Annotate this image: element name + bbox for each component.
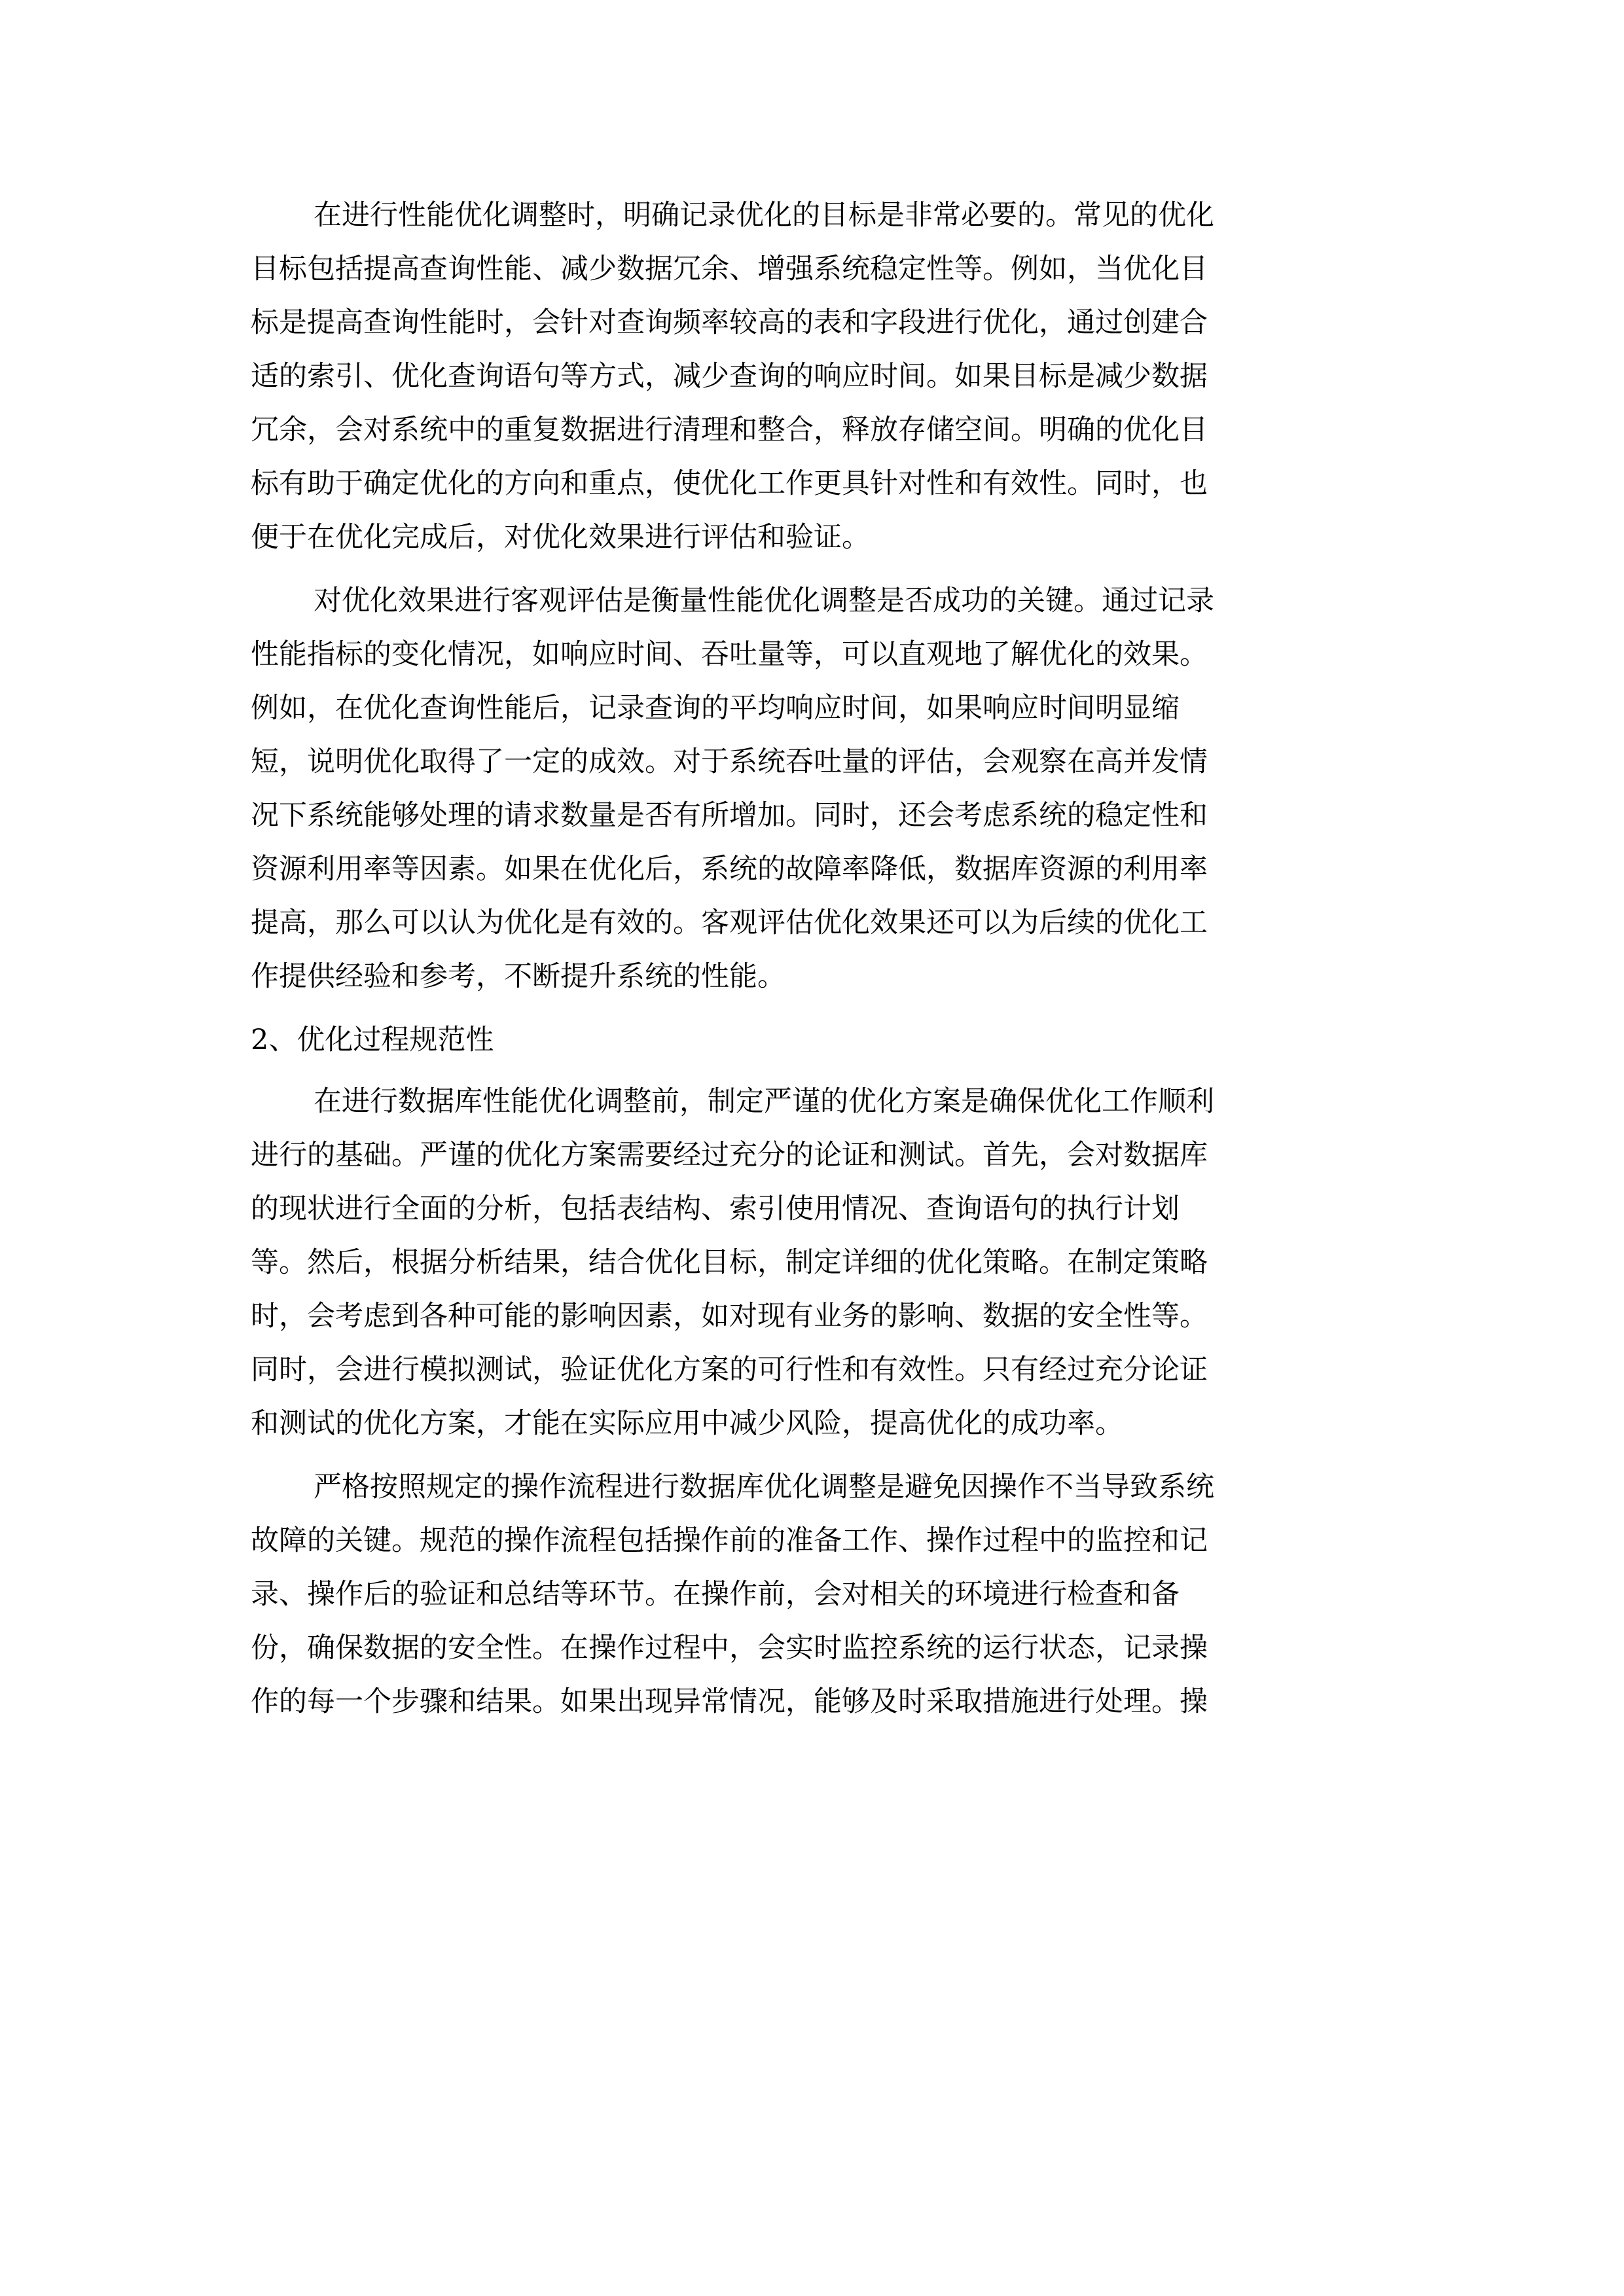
paragraph-operation-process — [251, 1460, 1375, 1729]
text-line: 对优化效果进行客观评估是衡量性能优化调整是否成功的关键。通过记录 — [314, 584, 1214, 617]
text-line: 等。然后，根据分析结果，结合优化目标，制定详细的优化策略。在制定策略 — [251, 1246, 1208, 1279]
text-line: 份，确保数据的安全性。在操作过程中，会实时监控系统的运行状态，记录操 — [251, 1632, 1208, 1664]
text-line: 便于在优化完成后，对优化效果进行评估和验证。 — [251, 521, 870, 554]
text-line: 适的索引、优化查询语句等方式，减少查询的响应时间。如果目标是减少数据 — [251, 360, 1208, 393]
text-line: 况下系统能够处理的请求数量是否有所增加。同时，还会考虑系统的稳定性和 — [251, 799, 1208, 832]
text-line: 例如，在优化查询性能后，记录查询的平均响应时间，如果响应时间明显缩 — [251, 692, 1180, 725]
paragraph-optimization-plan — [251, 1075, 1375, 1450]
text-line: 目标包括提高查询性能、减少数据冗余、增强系统稳定性等。例如，当优化目 — [251, 253, 1208, 285]
paragraph-optimization-goals — [251, 188, 1375, 564]
text-line: 作的每一个步骤和结果。如果出现异常情况，能够及时采取措施进行处理。操 — [251, 1685, 1208, 1718]
text-line: 时，会考虑到各种可能的影响因素，如对现有业务的影响、数据的安全性等。 — [251, 1300, 1208, 1333]
text-line: 在进行数据库性能优化调整前，制定严谨的优化方案是确保优化工作顺利 — [314, 1085, 1214, 1118]
paragraph-objective-evaluation — [251, 574, 1375, 1003]
text-line: 标是提高查询性能时，会针对查询频率较高的表和字段进行优化，通过创建合 — [251, 306, 1208, 339]
text-line: 同时，会进行模拟测试，验证优化方案的可行性和有效性。只有经过充分论证 — [251, 1354, 1208, 1386]
text-line: 标有助于确定优化的方向和重点，使优化工作更具针对性和有效性。同时，也 — [251, 467, 1208, 500]
text-line: 严格按照规定的操作流程进行数据库优化调整是避免因操作不当导致系统 — [314, 1471, 1214, 1503]
text-line: 作提供经验和参考，不断提升系统的性能。 — [251, 960, 785, 993]
text-line: 短，说明优化取得了一定的成效。对于系统吞吐量的评估，会观察在高并发情 — [251, 745, 1208, 778]
text-line: 性能指标的变化情况，如响应时间、吞吐量等，可以直观地了解优化的效果。 — [251, 638, 1208, 671]
text-line: 资源利用率等因素。如果在优化后，系统的故障率降低，数据库资源的利用率 — [251, 853, 1208, 886]
text-line: 和测试的优化方案，才能在实际应用中减少风险，提高优化的成功率。 — [251, 1407, 1123, 1440]
text-line: 的现状进行全面的分析，包括表结构、索引使用情况、查询语句的执行计划 — [251, 1193, 1180, 1225]
text-line: 故障的关键。规范的操作流程包括操作前的准备工作、操作过程中的监控和记 — [251, 1524, 1208, 1557]
text-line: 提高，那么可以认为优化是有效的。客观评估优化效果还可以为后续的优化工 — [251, 906, 1208, 939]
text-line: 在进行性能优化调整时，明确记录优化的目标是非常必要的。常见的优化 — [314, 199, 1214, 232]
text-line: 录、操作后的验证和总结等环节。在操作前，会对相关的环境进行检查和备 — [251, 1578, 1180, 1611]
text-line: 冗余，会对系统中的重复数据进行清理和整合，释放存储空间。明确的优化目 — [251, 414, 1208, 446]
section-heading: 2、优化过程规范性 — [251, 1024, 494, 1056]
document-body — [251, 188, 1375, 1738]
text-line: 进行的基础。严谨的优化方案需要经过充分的论证和测试。首先，会对数据库 — [251, 1139, 1208, 1172]
